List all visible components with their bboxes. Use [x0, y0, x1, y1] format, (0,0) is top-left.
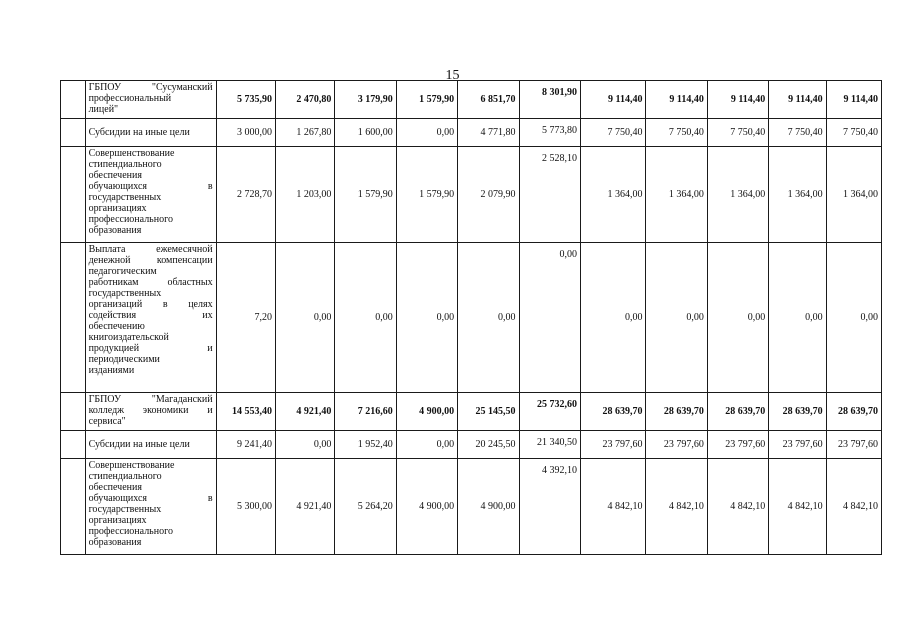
- value-cell: 0,00: [707, 243, 768, 393]
- value-cell: 25 145,50: [458, 393, 519, 431]
- table-row: [61, 431, 882, 459]
- row-name-cell: [85, 459, 216, 555]
- table-row: [61, 459, 882, 555]
- value-cell: 9 114,40: [707, 81, 768, 119]
- value-cell: 2 079,90: [458, 147, 519, 243]
- row-name-line: стипендиального: [88, 159, 162, 170]
- value-cell: 5 264,20: [335, 459, 396, 555]
- row-name-line: профессиональный: [88, 93, 172, 104]
- value-cell: 8 301,90: [519, 81, 580, 119]
- value-cell: 1 364,00: [646, 147, 707, 243]
- row-name-line: книгоиздательской: [88, 332, 169, 343]
- value-cell: 0,00: [275, 431, 334, 459]
- value-cell: 4 392,10: [519, 459, 580, 555]
- value-cell: 9 114,40: [769, 81, 826, 119]
- row-name-line: ГБПОУ "Магаданский: [88, 394, 213, 405]
- value-cell: 5 300,00: [216, 459, 275, 555]
- row-name-line: периодическими: [88, 354, 160, 365]
- row-name-cell: [85, 431, 216, 459]
- value-cell: 0,00: [646, 243, 707, 393]
- value-cell: 7 750,40: [580, 119, 646, 147]
- row-name-line: образования: [88, 537, 142, 548]
- value-cell: 20 245,50: [458, 431, 519, 459]
- value-cell: 4 842,10: [769, 459, 826, 555]
- row-name-line: государственных: [88, 192, 162, 203]
- value-cell: 28 639,70: [580, 393, 646, 431]
- row-name-line: профессионального: [88, 214, 173, 225]
- value-cell: 3 179,90: [335, 81, 396, 119]
- row-name-line: организаций в целях: [88, 299, 213, 310]
- value-cell: 23 797,60: [707, 431, 768, 459]
- value-cell: 28 639,70: [769, 393, 826, 431]
- row-name-line: содействия их: [88, 310, 213, 321]
- value-cell: 0,00: [580, 243, 646, 393]
- row-index-cell: [61, 393, 86, 431]
- value-cell: 0,00: [519, 243, 580, 393]
- value-cell: 3 000,00: [216, 119, 275, 147]
- row-index-cell: [61, 459, 86, 555]
- row-name-cell: [85, 393, 216, 431]
- value-cell: 1 579,90: [396, 147, 457, 243]
- row-name-line: обеспечения: [88, 170, 142, 181]
- value-cell: 4 771,80: [458, 119, 519, 147]
- row-name-line: изданиями: [88, 365, 135, 376]
- value-cell: 0,00: [275, 243, 334, 393]
- row-name-line: Субсидии на иные цели: [88, 127, 190, 138]
- budget-table: [60, 80, 882, 555]
- value-cell: 28 639,70: [826, 393, 881, 431]
- value-cell: 0,00: [396, 431, 457, 459]
- value-cell: 23 797,60: [580, 431, 646, 459]
- value-cell: 0,00: [396, 243, 457, 393]
- value-cell: 28 639,70: [707, 393, 768, 431]
- row-name-cell: [85, 119, 216, 147]
- row-name-line: Выплата ежемесячной: [88, 244, 213, 255]
- row-name-line: обучающихся в: [88, 493, 213, 504]
- row-name-line: продукцией и: [88, 343, 213, 354]
- value-cell: 0,00: [458, 243, 519, 393]
- row-name-line: работникам областных: [88, 277, 213, 288]
- value-cell: 0,00: [769, 243, 826, 393]
- row-name-line: колледж экономики и: [88, 405, 213, 416]
- row-name-line: ГБПОУ "Сусуманский: [88, 82, 213, 93]
- row-name-line: Субсидии на иные цели: [88, 439, 190, 450]
- value-cell: 4 842,10: [707, 459, 768, 555]
- row-name-line: стипендиального: [88, 471, 162, 482]
- value-cell: 2 728,70: [216, 147, 275, 243]
- value-cell: 14 553,40: [216, 393, 275, 431]
- row-name-line: педагогическим: [88, 266, 157, 277]
- row-name-line: государственных: [88, 288, 162, 299]
- table-row: [61, 81, 882, 119]
- value-cell: 23 797,60: [769, 431, 826, 459]
- value-cell: 28 639,70: [646, 393, 707, 431]
- value-cell: 5 773,80: [519, 119, 580, 147]
- row-index-cell: [61, 147, 86, 243]
- value-cell: 9 241,40: [216, 431, 275, 459]
- table-row: [61, 393, 882, 431]
- row-name-line: сервиса": [88, 416, 126, 427]
- row-name-line: обеспечению: [88, 321, 145, 332]
- value-cell: 4 900,00: [396, 459, 457, 555]
- row-name-line: обучающихся в: [88, 181, 213, 192]
- table-row: [61, 147, 882, 243]
- value-cell: 1 364,00: [707, 147, 768, 243]
- value-cell: 1 579,90: [335, 147, 396, 243]
- row-name-line: денежной компенсации: [88, 255, 213, 266]
- value-cell: 7 750,40: [769, 119, 826, 147]
- row-name-line: Совершенствование: [88, 148, 175, 159]
- value-cell: 21 340,50: [519, 431, 580, 459]
- row-name-cell: [85, 147, 216, 243]
- value-cell: 25 732,60: [519, 393, 580, 431]
- value-cell: 7 750,40: [826, 119, 881, 147]
- value-cell: 1 952,40: [335, 431, 396, 459]
- value-cell: 7 750,40: [707, 119, 768, 147]
- value-cell: 4 900,00: [396, 393, 457, 431]
- row-name-line: организациях: [88, 203, 147, 214]
- value-cell: 1 364,00: [826, 147, 881, 243]
- value-cell: 7 216,60: [335, 393, 396, 431]
- row-name-cell: [85, 81, 216, 119]
- value-cell: 9 114,40: [646, 81, 707, 119]
- row-name-line: организациях: [88, 515, 147, 526]
- value-cell: 4 842,10: [646, 459, 707, 555]
- value-cell: 4 842,10: [580, 459, 646, 555]
- value-cell: 1 203,00: [275, 147, 334, 243]
- value-cell: 1 579,90: [396, 81, 457, 119]
- row-name-line: Совершенствование: [88, 460, 175, 471]
- value-cell: 6 851,70: [458, 81, 519, 119]
- value-cell: 7,20: [216, 243, 275, 393]
- row-index-cell: [61, 243, 86, 393]
- value-cell: 23 797,60: [646, 431, 707, 459]
- row-name-line: профессионального: [88, 526, 173, 537]
- value-cell: 1 364,00: [580, 147, 646, 243]
- value-cell: 2 470,80: [275, 81, 334, 119]
- row-name-line: образования: [88, 225, 142, 236]
- row-name-line: государственных: [88, 504, 162, 515]
- page-number: 15: [445, 68, 460, 83]
- value-cell: 9 114,40: [826, 81, 881, 119]
- value-cell: 4 921,40: [275, 459, 334, 555]
- value-cell: 4 900,00: [458, 459, 519, 555]
- value-cell: 4 842,10: [826, 459, 881, 555]
- row-index-cell: [61, 119, 86, 147]
- row-index-cell: [61, 81, 86, 119]
- value-cell: 0,00: [826, 243, 881, 393]
- value-cell: 1 364,00: [769, 147, 826, 243]
- value-cell: 5 735,90: [216, 81, 275, 119]
- row-name-line: обеспечения: [88, 482, 142, 493]
- value-cell: 23 797,60: [826, 431, 881, 459]
- value-cell: 0,00: [335, 243, 396, 393]
- row-index-cell: [61, 431, 86, 459]
- value-cell: 0,00: [396, 119, 457, 147]
- value-cell: 9 114,40: [580, 81, 646, 119]
- row-name-cell: [85, 243, 216, 393]
- table-row: [61, 119, 882, 147]
- row-name-line: лицей": [88, 104, 119, 115]
- table-row: [61, 243, 882, 393]
- value-cell: 1 267,80: [275, 119, 334, 147]
- value-cell: 7 750,40: [646, 119, 707, 147]
- value-cell: 2 528,10: [519, 147, 580, 243]
- value-cell: 1 600,00: [335, 119, 396, 147]
- value-cell: 4 921,40: [275, 393, 334, 431]
